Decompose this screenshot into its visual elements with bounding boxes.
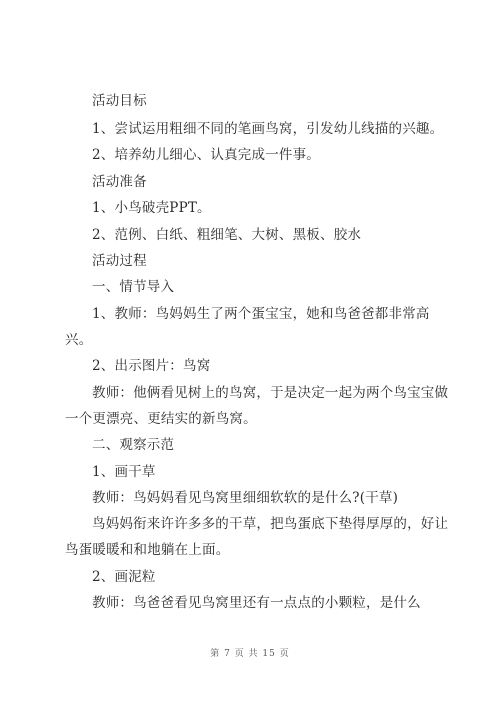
paragraph-line: 教师：鸟爸爸看见鸟窝里还有一点点的小颗粒，是什么 <box>92 595 421 611</box>
paragraph-line: 2、范例、白纸、粗细笔、大树、黑板、胶水 <box>92 227 362 243</box>
page-number-footer: 第 7 页 共 15 页 <box>210 649 290 659</box>
paragraph-line: 2、培养幼儿细心、认真完成一件事。 <box>92 147 320 163</box>
paragraph-line: 兴。 <box>65 332 93 348</box>
paragraph-line: 1、小鸟破壳PPT。 <box>92 200 211 216</box>
paragraph-line: 鸟妈妈衔来许许多多的干草，把鸟蛋底下垫得厚厚的，好让 <box>92 516 449 532</box>
subheading-intro: 一、情节导入 <box>92 279 175 295</box>
paragraph-line: 1、画干草 <box>92 464 156 480</box>
section-heading-preparation: 活动准备 <box>92 174 147 190</box>
paragraph-line: 2、画泥粒 <box>92 569 156 585</box>
paragraph-line: 教师：鸟妈妈看见鸟窝里细细软软的是什么?(干草) <box>92 490 399 506</box>
paragraph-line: 1、教师：鸟妈妈生了两个蛋宝宝，她和鸟爸爸都非常高 <box>92 306 430 322</box>
paragraph-line: 2、出示图片：鸟窝 <box>92 358 211 374</box>
paragraph-line: 1、尝试运用粗细不同的笔画鸟窝，引发幼儿线描的兴趣。 <box>92 121 444 137</box>
section-heading-goals: 活动目标 <box>92 93 147 109</box>
paragraph-line: 教师：他俩看见树上的鸟窝，于是决定一起为两个鸟宝宝做 <box>92 385 449 401</box>
subheading-demo: 二、观察示范 <box>92 437 175 453</box>
paragraph-line: 一个更漂亮、更结实的新鸟窝。 <box>65 411 257 427</box>
section-heading-process: 活动过程 <box>92 253 147 269</box>
paragraph-line: 鸟蛋暖暖和和地躺在上面。 <box>65 542 230 558</box>
